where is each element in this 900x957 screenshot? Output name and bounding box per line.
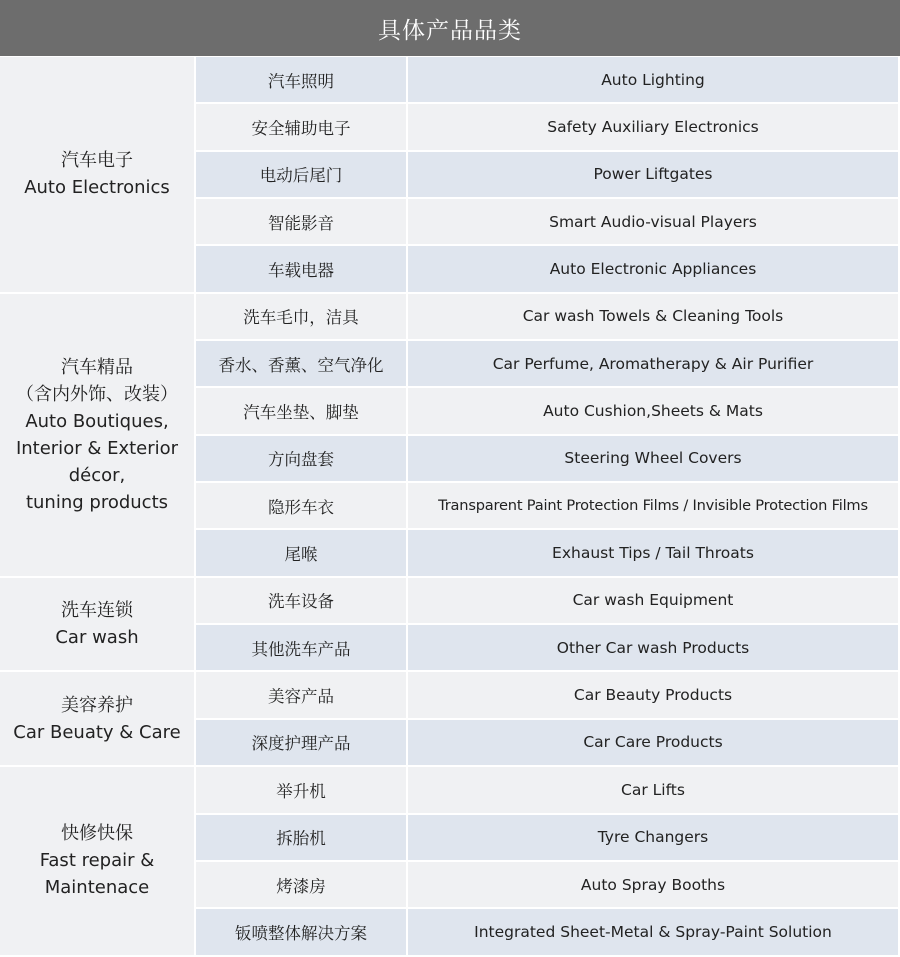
product-name-en: Integrated Sheet-Metal & Spray-Paint Solution (408, 909, 900, 956)
product-name-cn: 烤漆房 (196, 862, 408, 909)
product-name-en: Car Perfume, Aromatherapy & Air Purifier (408, 341, 900, 388)
category-cell (0, 57, 196, 294)
category-cell (0, 767, 196, 956)
category-name-line: Car Beuaty & Care (13, 721, 181, 743)
product-name-cn: 汽车坐垫、脚垫 (196, 388, 408, 435)
product-name-en: Exhaust Tips / Tail Throats (408, 530, 900, 577)
product-name-cn: 深度护理产品 (196, 720, 408, 767)
category-name-line: Interior & Exterior (15, 437, 179, 459)
product-name-en: Car wash Equipment (408, 578, 900, 625)
category-name-line: 洗车连锁 (61, 600, 133, 622)
product-name-cn: 举升机 (196, 767, 408, 814)
product-name-cn: 隐形车衣 (196, 483, 408, 530)
category-name-line: 汽车电子 (61, 150, 133, 172)
product-name-en: Car Lifts (408, 767, 900, 814)
category-name-line: 快修快保 (61, 823, 133, 845)
category-name-line: Maintenace (44, 877, 150, 899)
product-name-en: Auto Electronic Appliances (408, 246, 900, 293)
product-name-en: Steering Wheel Covers (408, 436, 900, 483)
category-name-line: Car wash (55, 627, 139, 649)
product-name-en: Auto Lighting (408, 57, 900, 104)
product-name-cn: 尾喉 (196, 530, 408, 577)
product-name-en: Smart Audio-visual Players (408, 199, 900, 246)
product-name-cn: 香水、香薰、空气净化 (196, 341, 408, 388)
product-name-cn: 安全辅助电子 (196, 104, 408, 151)
category-name-line: Auto Electronics (24, 177, 170, 199)
category-name-line: Auto Boutiques, (25, 410, 169, 432)
product-name-en: Car Care Products (408, 720, 900, 767)
product-name-en: Auto Spray Booths (408, 862, 900, 909)
product-name-cn: 拆胎机 (196, 815, 408, 862)
product-name-en: Transparent Paint Protection Films / Invisible Protection Films (408, 483, 900, 530)
product-name-en: Power Liftgates (408, 152, 900, 199)
category-cell (0, 294, 196, 578)
product-name-cn: 车载电器 (196, 246, 408, 293)
category-name-line: （含内外饰、改装） (16, 383, 178, 405)
category-cell (0, 578, 196, 673)
product-name-en: Tyre Changers (408, 815, 900, 862)
product-name-cn: 洗车设备 (196, 578, 408, 625)
product-name-cn: 其他洗车产品 (196, 625, 408, 672)
product-name-cn: 汽车照明 (196, 57, 408, 104)
category-cell (0, 672, 196, 767)
product-name-cn: 方向盘套 (196, 436, 408, 483)
product-name-en: Other Car wash Products (408, 625, 900, 672)
product-name-cn: 智能影音 (196, 199, 408, 246)
table-title: 具体产品品类 (0, 0, 900, 56)
product-name-en: Auto Cushion,Sheets & Mats (408, 388, 900, 435)
category-name-line: Fast repair & (39, 850, 155, 872)
product-name-cn: 洗车毛巾，洁具 (196, 294, 408, 341)
product-name-cn: 美容产品 (196, 672, 408, 719)
product-name-en: Safety Auxiliary Electronics (408, 104, 900, 151)
product-name-en: Car Beauty Products (408, 672, 900, 719)
product-name-cn: 电动后尾门 (196, 152, 408, 199)
product-name-en: Car wash Towels & Cleaning Tools (408, 294, 900, 341)
product-name-cn: 钣喷整体解决方案 (196, 909, 408, 956)
category-name-line: 汽车精品 (61, 356, 133, 378)
category-name-line: tuning products (25, 491, 169, 513)
table-body (0, 57, 900, 957)
category-name-line: 美容养护 (61, 694, 133, 716)
category-name-line: décor, (68, 464, 126, 486)
